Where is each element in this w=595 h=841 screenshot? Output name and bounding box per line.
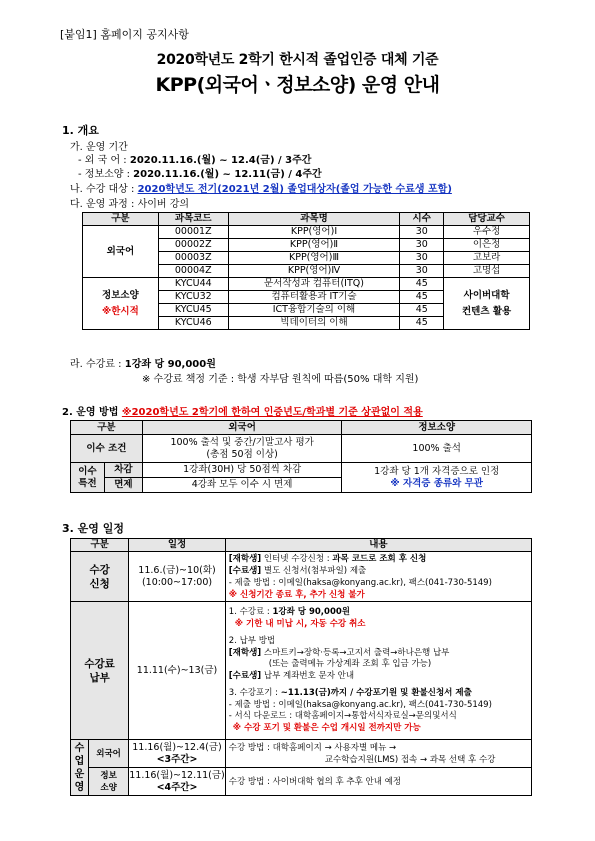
fee-line: [70, 355, 216, 370]
course-type-line: 다. 운영 과정 : 사이버 강의: [70, 199, 190, 210]
class-info-sub-l2: 소양: [100, 782, 117, 793]
reg-c2-text: 별도 신청서(첨부파일) 제출: [261, 565, 367, 576]
schedule-reg-content: [225, 552, 531, 602]
class-foreign-content-l2: 교수학습지원(LMS) 접속 → 과목 선택 후 수강: [324, 754, 496, 765]
target-value: 2020학년도 전기(2021년 2월) 졸업대상자(졸업 가능한 수료생 포함): [137, 184, 452, 195]
course-name: ICT융합기술의 이해: [228, 304, 400, 317]
fee-p1-note: ※ 기한 내 미납 시, 자동 수강 취소: [234, 618, 366, 629]
schedule-th-date: 일정: [129, 539, 226, 552]
course-code: KYCU46: [158, 317, 228, 330]
course-th-hours: 시수: [400, 213, 444, 226]
course-hours: 45: [400, 278, 444, 291]
attachment-label: [붙임1] 홈페이지 공지사항: [60, 28, 189, 41]
course-code: 00002Z: [158, 239, 228, 252]
course-name: KPP(영어)Ⅱ: [228, 239, 400, 252]
fee-p3-bold: ~11.13(금)까지 / 수강포기원 및 환불신청서 제출: [280, 688, 472, 698]
course-th-code: 과목코드: [158, 213, 228, 226]
course-hours: 30: [400, 239, 444, 252]
course-hours: 45: [400, 304, 444, 317]
class-foreign-date-l2: <3주간>: [156, 753, 198, 765]
target-line: [70, 180, 452, 195]
method-benefit-info-l2: ※ 자격증 종류와 무관: [390, 477, 483, 489]
course-professor: 고명섭: [444, 265, 530, 278]
schedule-class-info-sub: [88, 768, 128, 796]
course-name: 컴퓨터활용과 IT기술: [228, 291, 400, 304]
method-exempt-label: 면제: [104, 478, 142, 493]
section3-heading: 3. 운영 일정: [62, 522, 124, 535]
course-code: KYCU32: [158, 291, 228, 304]
schedule-table: [70, 538, 532, 796]
method-benefit-info-l1: 1강좌 당 1개 자격증으로 인정: [374, 465, 500, 477]
method-th-group: 구분: [71, 421, 143, 435]
method-benefit-info: [342, 463, 532, 493]
schedule-reg-label: [71, 552, 129, 602]
fee-p1-bold: 1강좌 당 90,000원: [272, 607, 350, 617]
course-hours: 30: [400, 265, 444, 278]
course-info-professor-l1: 사이버대학: [463, 289, 510, 301]
info-period-label: - 정보소양 :: [78, 169, 134, 180]
course-professor: 우수정: [444, 226, 530, 239]
fee-p2c: 납부 계좌번호 문자 안내: [261, 670, 355, 681]
section2-heading-line: [62, 403, 423, 418]
reg-tag-graduate: [수료생]: [228, 565, 262, 576]
method-benefit-label-l2: 특전: [78, 477, 97, 489]
class-foreign-date-l1: 11.16(월)~12.4(금): [132, 741, 222, 753]
course-professor: 고보라: [444, 252, 530, 265]
course-hours: 45: [400, 317, 444, 330]
schedule-class-foreign-sub: 외국어: [88, 740, 128, 768]
method-exempt-foreign: 4강좌 모두 이수 시 면제: [142, 478, 342, 493]
course-code: 00003Z: [158, 252, 228, 265]
section1-heading: 1. 개요: [62, 124, 99, 137]
info-period-line: [78, 165, 322, 180]
schedule-reg-date: [129, 552, 226, 602]
schedule-reg-label-l1: 수강: [89, 563, 110, 576]
course-professor: 이은정: [444, 239, 530, 252]
course-info-professor-l2: 컨텐츠 활용: [461, 305, 512, 317]
class-info-sub-l1: 정보: [100, 770, 117, 781]
course-group-info-note: ※한시적: [102, 305, 139, 317]
method-completion-foreign-l1: 100% 출석 및 중간/기말고사 평가: [170, 436, 314, 448]
section2-note: ※2020학년도 2학기에 한하여 인증년도/학과별 기준 상관없이 적용: [121, 407, 423, 418]
course-table: [82, 212, 530, 330]
course-th-group: 구분: [83, 213, 159, 226]
method-completion-label: 이수 조건: [71, 435, 143, 463]
course-code: KYCU44: [158, 278, 228, 291]
fee-label: 라. 수강료 :: [70, 359, 125, 370]
course-code: 00001Z: [158, 226, 228, 239]
course-name: KPP(영어)Ⅰ: [228, 226, 400, 239]
page-title-line1: 2020학년도 2학기 한시적 졸업인증 대체 기준: [156, 52, 439, 68]
foreign-period-value: 2020.11.16.(월) ~ 12.4(금) / 3주간: [129, 155, 312, 166]
period-label: 가. 운영 기간: [70, 142, 128, 153]
foreign-period-line: [78, 151, 311, 166]
method-th-info: 정보소양: [342, 421, 532, 435]
course-name: 문서작성과 컴퓨터(ITQ): [228, 278, 400, 291]
method-completion-info: 100% 출석: [342, 435, 532, 463]
course-group-info-label: 정보소양: [102, 289, 139, 301]
course-code: 00004Z: [158, 265, 228, 278]
course-hours: 30: [400, 226, 444, 239]
reg-c3: - 제출 방법 : 이메일(haksa@konyang.ac.kr), 팩스(041-730-5149): [228, 577, 492, 588]
page-title-line2: KPP(외국어ㆍ정보소양) 운영 안내: [155, 74, 440, 96]
course-code: KYCU45: [158, 304, 228, 317]
schedule-fee-label: [71, 602, 129, 740]
fee-p2a-tag: [재학생]: [228, 647, 262, 658]
method-deduct-label: 차감: [104, 463, 142, 478]
course-th-professor: 담당교수: [444, 213, 530, 226]
fee-note: ※ 수강료 책정 기준 : 학생 자부담 원칙에 따름(50% 대학 지원): [142, 374, 419, 385]
method-completion-foreign-l2: (총점 50점 이상): [206, 448, 278, 460]
fee-p3c: ※ 수강 포기 및 환불은 수업 개시일 전까지만 가능: [232, 722, 421, 733]
fee-p3a: - 제출 방법 : 이메일(haksa@konyang.ac.kr), 팩스(041-730-5149): [228, 699, 492, 710]
fee-p2a: 스마트키→장학·등록→고지서 출력→하나은행 납부: [261, 647, 450, 658]
method-deduct-foreign: 1강좌(30H) 당 50점씩 차감: [142, 463, 342, 478]
section2-heading: 2. 운영 방법: [62, 407, 119, 418]
reg-c1-text: 인터넷 수강신청 :: [261, 553, 333, 564]
method-th-foreign: 외국어: [142, 421, 342, 435]
schedule-th-group: 구분: [71, 539, 129, 552]
fee-p2: 2. 납부 방법: [228, 636, 276, 646]
method-completion-foreign: [142, 435, 342, 463]
schedule-th-content: 내용: [225, 539, 531, 552]
schedule-class-foreign-content: [225, 740, 531, 768]
schedule-class-label: 수업운영: [71, 740, 89, 796]
schedule-fee-date: 11.11(수)~13(금): [129, 602, 226, 740]
fee-p2b: (또는 출력메뉴 가상계좌 조회 후 입금 가능): [268, 659, 432, 669]
reg-c1-bold: 과목 코드로 조회 후 신청: [332, 553, 427, 564]
course-group-foreign: 외국어: [83, 226, 159, 278]
schedule-class-foreign-date: [129, 740, 226, 768]
course-hours: 30: [400, 252, 444, 265]
method-table: [70, 420, 532, 493]
class-foreign-content-l1: 수강 방법 : 대학홈페이지 → 사용자별 메뉴 →: [228, 742, 397, 753]
schedule-fee-label-l1: 수강료: [84, 657, 115, 670]
info-period-value: 2020.11.16.(월) ~ 12.11(금) / 4주간: [133, 169, 322, 180]
reg-c4: ※ 신청기간 종료 후, 추가 신청 불가: [228, 589, 365, 600]
schedule-reg-date-l1: 11.6.(금)~10(화): [138, 564, 216, 576]
method-benefit-label: [71, 463, 105, 493]
fee-value: 1강좌 당 90,000원: [124, 359, 216, 370]
schedule-fee-label-l2: 납부: [89, 671, 110, 684]
schedule-fee-content: [225, 602, 531, 740]
fee-p1-label: 1. 수강료 :: [228, 607, 273, 617]
reg-tag-student: [재학생]: [228, 553, 262, 564]
schedule-reg-date-l2: (10:00~17:00): [141, 576, 213, 588]
course-name: KPP(영어)Ⅲ: [228, 252, 400, 265]
course-info-professor: [444, 278, 530, 330]
schedule-class-info-date: [129, 768, 226, 796]
course-th-name: 과목명: [228, 213, 400, 226]
course-name: 빅데이터의 이해: [228, 317, 400, 330]
target-label: 나. 수강 대상 :: [70, 184, 138, 195]
fee-p2c-tag: [수료생]: [228, 670, 262, 681]
foreign-period-label: - 외 국 어 :: [78, 155, 130, 166]
fee-p3-label: 3. 수강포기 :: [228, 688, 281, 698]
course-group-info: [83, 278, 159, 330]
method-benefit-label-l1: 이수: [78, 465, 97, 477]
schedule-reg-label-l2: 신청: [89, 577, 110, 590]
schedule-class-info-content: 수강 방법 : 사이버대학 협의 후 추후 안내 예정: [225, 768, 531, 796]
class-info-date-l2: <4주간>: [156, 781, 198, 793]
course-hours: 45: [400, 291, 444, 304]
course-name: KPP(영어)Ⅳ: [228, 265, 400, 278]
class-info-date-l1: 11.16(월)~12.11(금): [129, 769, 225, 781]
fee-p3b: - 서식 다운로드 : 대학홈페이지→통합서식자료실→문의및서식: [228, 711, 457, 721]
